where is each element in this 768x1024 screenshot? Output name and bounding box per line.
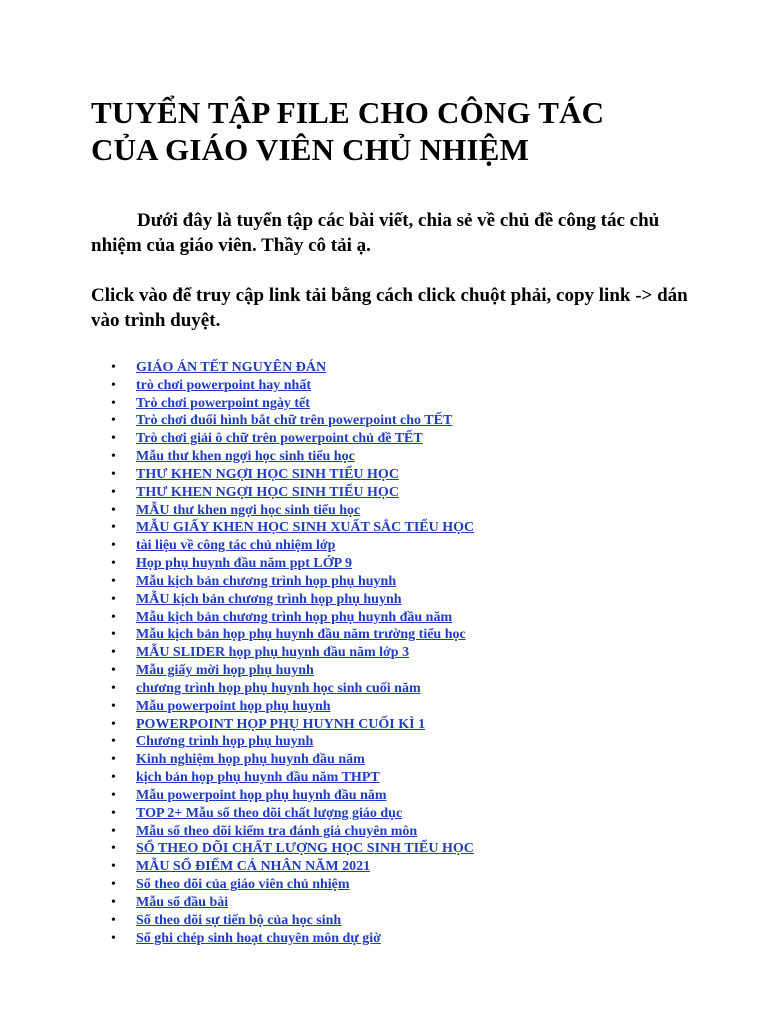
download-link[interactable]: Trò chơi giải ô chữ trên powerpoint chủ đề TẾT [136,431,423,447]
list-item [91,823,708,841]
bullet-icon: • [111,752,116,768]
bullet-icon: • [111,377,116,393]
bullet-icon: • [111,877,116,893]
download-link[interactable]: MẪU SLIDER họp phụ huynh đầu năm lớp 3 [136,645,410,661]
list-item [91,787,708,805]
download-link[interactable]: POWERPOINT HỌP PHỤ HUYNH CUỐI KÌ 1 [136,716,426,732]
list-item [91,626,708,644]
bullet-icon: • [111,645,116,661]
download-link[interactable]: trò chơi powerpoint hay nhất [136,377,311,393]
list-item [91,733,708,751]
bullet-icon: • [111,466,116,482]
title-line-1: TUYỂN TẬP FILE CHO CÔNG TÁC [91,95,605,130]
download-link[interactable]: THƯ KHEN NGỢI HỌC SINH TIỂU HỌC [136,484,399,500]
bullet-icon: • [111,591,116,607]
bullet-icon: • [111,538,116,554]
download-link[interactable]: Mẫu kịch bản chương trình họp phụ huynh [136,573,397,589]
list-item [91,894,708,912]
document-title [91,94,708,168]
list-item [91,448,708,466]
list-item [91,840,708,858]
bullet-icon: • [111,823,116,839]
title-line-2: CỦA GIÁO VIÊN CHỦ NHIỆM [91,132,530,167]
download-link[interactable]: MẪU SỔ ĐIỂM CÁ NHÂN NĂM 2021 [136,859,371,875]
download-link[interactable]: GIÁO ÁN TẾT NGUYÊN ĐÁN [136,360,327,375]
list-item [91,412,708,430]
list-item [91,644,708,662]
bullet-icon: • [111,484,116,500]
download-link[interactable]: THƯ KHEN NGỢI HỌC SINH TIỂU HỌC [136,466,399,482]
list-item [91,430,708,448]
bullet-icon: • [111,609,116,625]
download-link[interactable]: Chương trình họp phụ huynh [136,734,314,750]
bullet-icon: • [111,627,116,643]
bullet-icon: • [111,449,116,465]
bullet-icon: • [111,698,116,714]
download-link[interactable]: TOP 2+ Mẫu sổ theo dõi chất lượng giáo dục [136,805,403,821]
list-item [91,858,708,876]
bullet-icon: • [111,663,116,679]
download-link[interactable]: Kinh nghiệm họp phụ huynh đầu năm [136,752,365,768]
list-item [91,876,708,894]
download-link[interactable]: chương trình họp phụ huynh học sinh cuối năm [136,680,421,696]
bullet-icon: • [111,395,116,411]
download-link[interactable]: Mẫu kịch bản họp phụ huynh đầu năm trường tiểu học [136,627,466,643]
list-item [91,716,708,734]
list-item [91,395,708,413]
download-link[interactable]: Trò chơi đuổi hình bắt chữ trên powerpoint cho TẾT [136,413,453,429]
download-link[interactable]: Mẫu sổ đầu bài [136,894,229,910]
download-link[interactable]: Trò chơi powerpoint ngày tết [136,395,310,411]
bullet-icon: • [111,413,116,429]
download-link[interactable]: kịch bản họp phụ huynh đầu năm THPT [136,770,380,786]
download-link-list [91,359,708,947]
download-link[interactable]: Mẫu powerpoint họp phụ huynh đầu năm [136,787,387,803]
bullet-icon: • [111,894,116,910]
bullet-icon: • [111,841,116,857]
download-link[interactable]: tài liệu về công tác chủ nhiệm lớp [136,538,336,554]
bullet-icon: • [111,360,116,375]
bullet-icon: • [111,930,116,946]
list-item [91,591,708,609]
download-link[interactable]: MẪU thư khen ngợi học sinh tiểu học [136,502,361,518]
download-link[interactable]: Sổ theo dõi sự tiến bộ của học sinh [136,912,342,928]
list-item [91,698,708,716]
bullet-icon: • [111,716,116,732]
list-item [91,662,708,680]
bullet-icon: • [111,859,116,875]
list-item [91,912,708,930]
list-item [91,751,708,769]
download-link[interactable]: Sổ theo dõi của giáo viên chủ nhiệm [136,877,350,893]
bullet-icon: • [111,556,116,572]
list-item [91,769,708,787]
download-link[interactable]: Mẫu sổ theo dõi kiểm tra đánh giá chuyên môn [136,823,418,839]
list-item [91,377,708,395]
bullet-icon: • [111,734,116,750]
download-link[interactable]: MẪU GIẤY KHEN HỌC SINH XUẤT SẮC TIỂU HỌC [136,520,475,536]
bullet-icon: • [111,431,116,447]
list-item [91,466,708,484]
download-link[interactable]: Mẫu thư khen ngợi học sinh tiểu học [136,449,355,465]
bullet-icon: • [111,680,116,696]
download-link[interactable]: MẪU kịch bản chương trình họp phụ huynh [136,591,402,607]
download-link[interactable]: Họp phụ huynh đầu năm ppt LỚP 9 [136,556,352,572]
list-item [91,555,708,573]
list-item [91,609,708,627]
bullet-icon: • [111,502,116,518]
download-link[interactable]: SỔ THEO DÕI CHẤT LƯỢNG HỌC SINH TIỂU HỌC [136,841,474,857]
bullet-icon: • [111,787,116,803]
list-item [91,930,708,948]
list-item [91,519,708,537]
list-item [91,680,708,698]
download-link[interactable]: Mẫu giấy mời họp phụ huynh [136,663,314,679]
bullet-icon: • [111,805,116,821]
intro-paragraph: Dưới đây là tuyển tập các bài viết, chia sẻ về chủ đề công tác chủ nhiệm của giáo viên. Thầy cô tải ạ. [91,210,660,256]
bullet-icon: • [111,573,116,589]
bullet-icon: • [111,912,116,928]
list-item [91,502,708,520]
list-item [91,805,708,823]
list-item [91,537,708,555]
list-item [91,359,708,377]
download-link[interactable]: Sổ ghi chép sinh hoạt chuyên môn dự giờ [136,930,381,946]
download-link[interactable]: Mẫu powerpoint họp phụ huynh [136,698,331,714]
list-item [91,484,708,502]
bullet-icon: • [111,770,116,786]
download-link[interactable]: Mẫu kịch bản chương trình họp phụ huynh đầu năm [136,609,453,625]
instruction-paragraph: Click vào để truy cập link tải bằng cách click chuột phải, copy link -> dán vào trình duyệt. [91,285,688,331]
list-item [91,573,708,591]
bullet-icon: • [111,520,116,536]
